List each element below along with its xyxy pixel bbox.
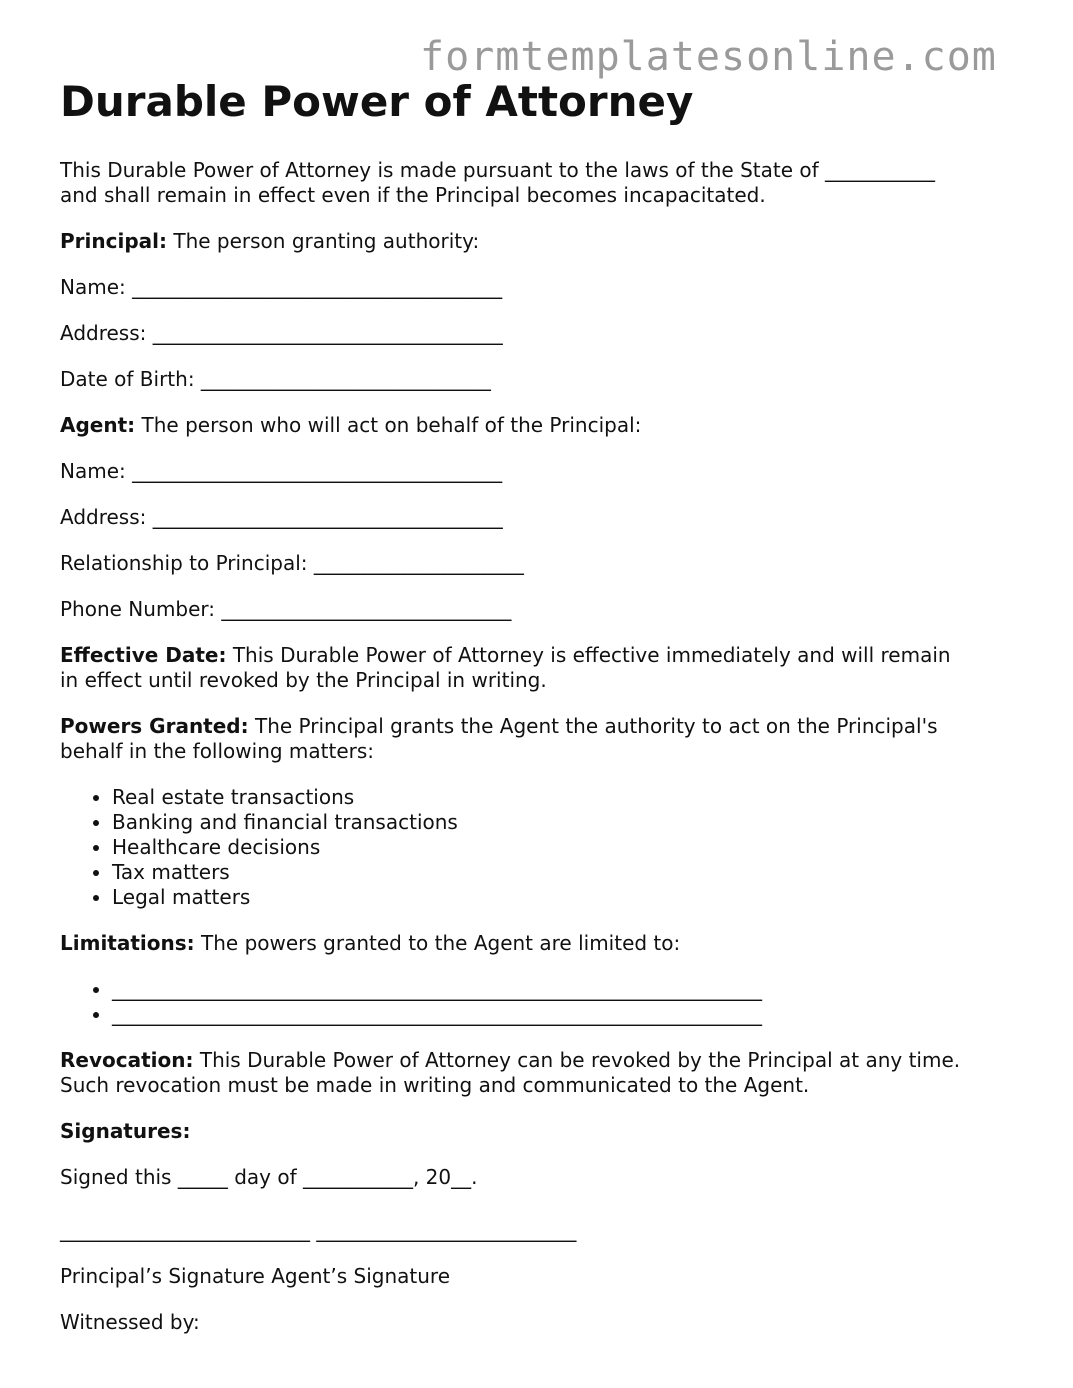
revocation-line-1: This Durable Power of Attorney can be revoked by the Principal at any time. bbox=[193, 1048, 961, 1072]
revocation-line-2: Such revocation must be made in writing and communicated to the Agent. bbox=[60, 1073, 810, 1097]
list-item: • Real estate transactions bbox=[112, 785, 1020, 810]
agent-heading: Agent: bbox=[60, 413, 136, 437]
signature-labels: Principal’s Signature Agent’s Signature bbox=[60, 1264, 451, 1288]
signatures-section bbox=[60, 1119, 1020, 1144]
document-title: Durable Power of Attorney bbox=[60, 77, 694, 126]
limitations-list bbox=[60, 977, 1020, 1027]
agent-phone-field[interactable]: Phone Number: _____________________________ bbox=[60, 597, 512, 621]
limitations-heading: Limitations: bbox=[60, 931, 195, 955]
intro-paragraph bbox=[60, 158, 1020, 208]
agent-address-field[interactable]: Address: ___________________________________ bbox=[60, 505, 503, 529]
effective-date-heading: Effective Date: bbox=[60, 643, 227, 667]
agent-relationship-field[interactable]: Relationship to Principal: _____________________ bbox=[60, 551, 524, 575]
effective-date-paragraph bbox=[60, 643, 1020, 693]
list-item: • Healthcare decisions bbox=[112, 835, 1020, 860]
signatures-heading: Signatures: bbox=[60, 1119, 191, 1143]
watermark: formtemplatesonline.com bbox=[420, 34, 997, 80]
revocation-heading: Revocation: bbox=[60, 1048, 194, 1072]
limitation-blank-field[interactable]: • _________________________________________________________________ bbox=[112, 977, 1020, 1002]
signed-date-field[interactable]: Signed this _____ day of ___________, 20__. bbox=[60, 1165, 478, 1189]
principal-name-field[interactable]: Name: _____________________________________ bbox=[60, 275, 503, 299]
principal-dob-field[interactable]: Date of Birth: _____________________________ bbox=[60, 367, 491, 391]
powers-line-2: behalf in the following matters: bbox=[60, 739, 375, 763]
effective-date-line-2: in effect until revoked by the Principal in writing. bbox=[60, 668, 547, 692]
revocation-paragraph bbox=[60, 1048, 1020, 1098]
effective-date-line-1: This Durable Power of Attorney is effective immediately and will remain bbox=[226, 643, 951, 667]
agent-section-heading bbox=[60, 413, 1020, 438]
limitations-description: The powers granted to the Agent are limited to: bbox=[194, 931, 681, 955]
powers-line-1: The Principal grants the Agent the authority to act on the Principal's bbox=[248, 714, 938, 738]
powers-paragraph bbox=[60, 714, 1020, 764]
list-item: • Tax matters bbox=[112, 860, 1020, 885]
powers-list bbox=[60, 785, 1020, 910]
principal-section-heading bbox=[60, 229, 1020, 254]
list-item: • Banking and financial transactions bbox=[112, 810, 1020, 835]
agent-name-field[interactable]: Name: _____________________________________ bbox=[60, 459, 503, 483]
signature-lines[interactable]: _________________________ __________________________ bbox=[60, 1218, 577, 1242]
limitation-blank-field[interactable]: • _________________________________________________________________ bbox=[112, 1002, 1020, 1027]
witnessed-by-label: Witnessed by: bbox=[60, 1310, 200, 1334]
intro-line-1: This Durable Power of Attorney is made pursuant to the laws of the State of ___________ bbox=[60, 158, 936, 182]
list-item: • Legal matters bbox=[112, 885, 1020, 910]
agent-description: The person who will act on behalf of the Principal: bbox=[135, 413, 642, 437]
limitations-paragraph bbox=[60, 931, 1020, 956]
powers-heading: Powers Granted: bbox=[60, 714, 249, 738]
principal-description: The person granting authority: bbox=[167, 229, 480, 253]
principal-heading: Principal: bbox=[60, 229, 167, 253]
intro-line-2: and shall remain in effect even if the Principal becomes incapacitated. bbox=[60, 183, 766, 207]
document-body bbox=[60, 76, 1020, 1356]
principal-address-field[interactable]: Address: ___________________________________ bbox=[60, 321, 503, 345]
